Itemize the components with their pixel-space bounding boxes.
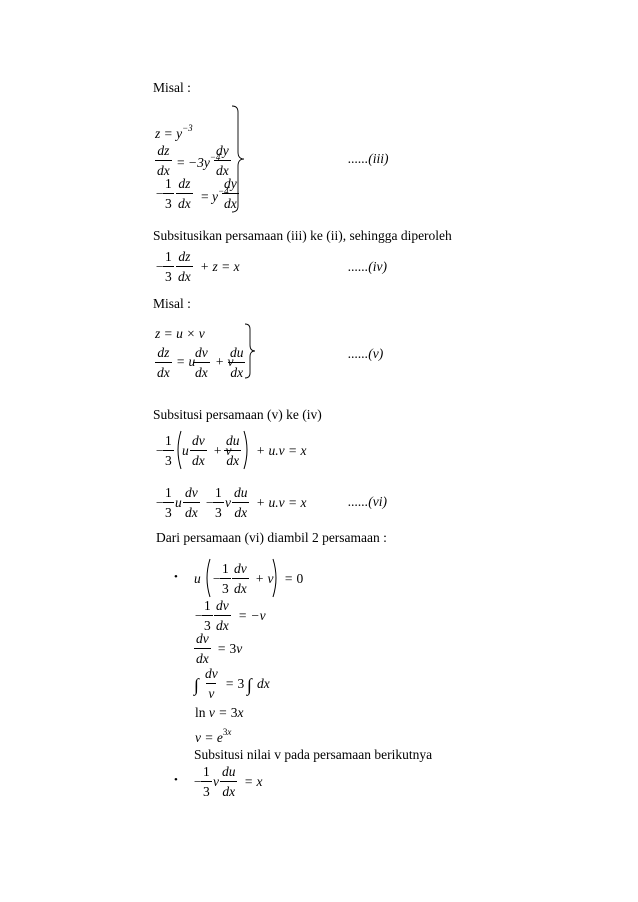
paren-right-icon	[272, 558, 280, 598]
subst-text-3: Subsitusi nilai v pada persamaan berikutnya	[194, 747, 433, 762]
paren-left-icon	[203, 558, 211, 598]
bullet-1: •	[174, 571, 178, 583]
brace-right-icon	[230, 104, 246, 214]
label-iii: ......(iii)	[348, 151, 389, 166]
label-iv: ......(iv)	[348, 259, 387, 274]
label-vi: ......(vi)	[348, 494, 387, 509]
label-v: ......(v)	[348, 346, 384, 361]
brace-right-icon	[243, 322, 257, 380]
subst-text-2: Subsitusi persamaan (v) ke (iv)	[153, 407, 322, 422]
bullet-2: •	[174, 774, 178, 786]
paren-left-icon	[174, 430, 182, 470]
paren-right-icon	[243, 430, 251, 470]
subst-text-1: Subsitusikan persamaan (iii) ke (ii), sehingga diperoleh	[153, 228, 452, 243]
dari-text: Dari persamaan (vi) diambil 2 persamaan :	[156, 530, 387, 545]
misal-label-2: Misal :	[153, 296, 191, 311]
misal-label-1: Misal :	[153, 80, 191, 95]
